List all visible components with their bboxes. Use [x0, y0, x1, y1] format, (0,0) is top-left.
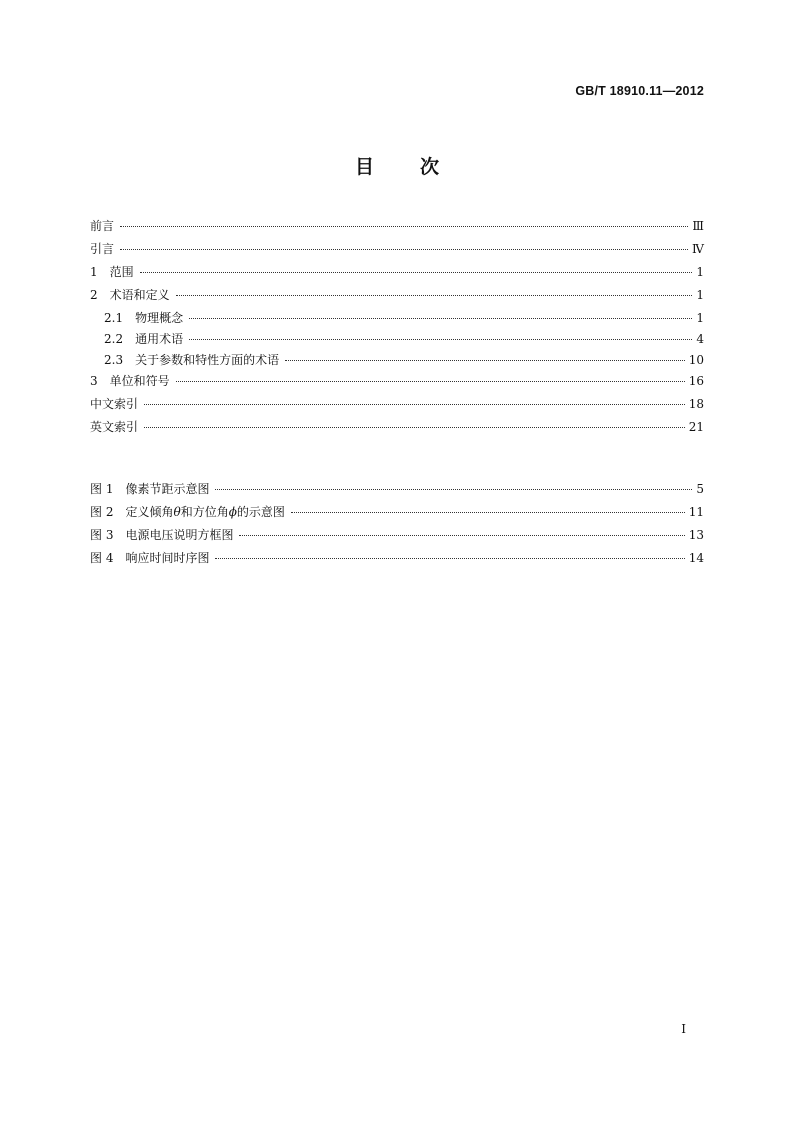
- toc-entry-label: 单位和符号: [109, 374, 170, 388]
- dot-leader: [140, 272, 692, 273]
- title-char-1: 目: [354, 156, 374, 178]
- figure-entry-2[interactable]: [90, 503, 704, 526]
- toc-entry-page: 4: [696, 332, 704, 346]
- toc-entry-label: 中文索引: [90, 397, 139, 411]
- toc-entry-label: 物理概念: [135, 311, 184, 325]
- toc-entry-number: 2.1: [104, 311, 124, 325]
- figure-entry-4[interactable]: [90, 549, 704, 572]
- toc-entry-page: 1: [696, 311, 704, 325]
- dot-leader: [144, 427, 685, 428]
- dot-leader: [189, 318, 692, 319]
- toc-entry-introduction[interactable]: [90, 240, 704, 263]
- standard-code: GB/T 18910.11—2012: [575, 84, 704, 98]
- toc-entry-page: 10: [688, 353, 704, 367]
- toc-entry-physical-concepts[interactable]: [90, 309, 704, 330]
- toc-entry-label: 关于参数和特性方面的术语: [135, 353, 280, 367]
- figure-label-part: 的示意图: [236, 505, 285, 519]
- dot-leader: [215, 558, 684, 559]
- toc-entry-number: 2.2: [104, 332, 124, 346]
- dot-leader: [176, 295, 692, 296]
- figure-entry-number: 图 3: [90, 528, 114, 542]
- dot-leader: [120, 249, 688, 250]
- dot-leader: [144, 404, 685, 405]
- dot-leader: [291, 512, 685, 513]
- toc-entry-label: 范围: [109, 265, 134, 279]
- figure-entry-number: 图 1: [90, 482, 114, 496]
- figure-entry-3[interactable]: [90, 526, 704, 549]
- toc-entry-general-terms[interactable]: [90, 330, 704, 351]
- toc-entry-number: 2: [90, 288, 98, 302]
- page-title: [0, 152, 794, 179]
- toc-entry-foreword[interactable]: [90, 217, 704, 240]
- toc-entry-page: 21: [688, 420, 704, 434]
- toc-entry-label: 英文索引: [90, 420, 139, 434]
- toc-entry-page: Ⅳ: [692, 242, 704, 256]
- figure-entry-label: [125, 503, 284, 520]
- toc-entry-page: 18: [688, 397, 704, 411]
- toc-entry-english-index[interactable]: [90, 418, 704, 441]
- toc-entry-label: 通用术语: [135, 332, 184, 346]
- dot-leader: [120, 226, 688, 227]
- dot-leader: [215, 489, 692, 490]
- figure-entry-label: 响应时间时序图: [125, 551, 210, 565]
- toc-entry-number: 3: [90, 374, 98, 388]
- toc-entry-terms[interactable]: [90, 286, 704, 309]
- toc-entry-page: 1: [696, 288, 704, 302]
- toc-entry-page: Ⅲ: [692, 219, 704, 233]
- figure-entry-page: 5: [696, 482, 704, 496]
- figure-label-part: 定义倾角: [125, 505, 174, 519]
- dot-leader: [176, 381, 685, 382]
- figure-entry-page: 14: [688, 551, 704, 565]
- toc-entry-page: 1: [696, 265, 704, 279]
- dot-leader: [239, 535, 684, 536]
- toc-entry-page: 16: [688, 374, 704, 388]
- figure-entry-number: 图 4: [90, 551, 114, 565]
- figure-entry-page: 11: [688, 505, 704, 519]
- dot-leader: [285, 360, 685, 361]
- figure-entry-number: 图 2: [90, 505, 114, 519]
- toc-entry-label: 术语和定义: [109, 288, 170, 302]
- toc-entry-scope[interactable]: [90, 263, 704, 286]
- theta-symbol: θ: [173, 505, 181, 519]
- page-number: I: [681, 1022, 686, 1036]
- table-of-contents: [90, 217, 704, 441]
- figure-entry-1[interactable]: [90, 480, 704, 503]
- title-char-2: 次: [420, 156, 440, 178]
- figure-entry-label: 电源电压说明方框图: [125, 528, 234, 542]
- toc-entry-chinese-index[interactable]: [90, 395, 704, 418]
- figure-entry-label: 像素节距示意图: [125, 482, 210, 496]
- phi-symbol: ϕ: [228, 505, 237, 519]
- toc-entry-label: 前言: [90, 219, 115, 233]
- figure-entry-page: 13: [688, 528, 704, 542]
- figure-list: [90, 480, 704, 572]
- toc-entry-units-symbols[interactable]: [90, 372, 704, 395]
- toc-entry-label: 引言: [90, 242, 115, 256]
- toc-entry-number: 1: [90, 265, 98, 279]
- toc-entry-parameter-terms[interactable]: [90, 351, 704, 372]
- dot-leader: [189, 339, 692, 340]
- figure-label-part: 和方位角: [180, 505, 229, 519]
- toc-entry-number: 2.3: [104, 353, 124, 367]
